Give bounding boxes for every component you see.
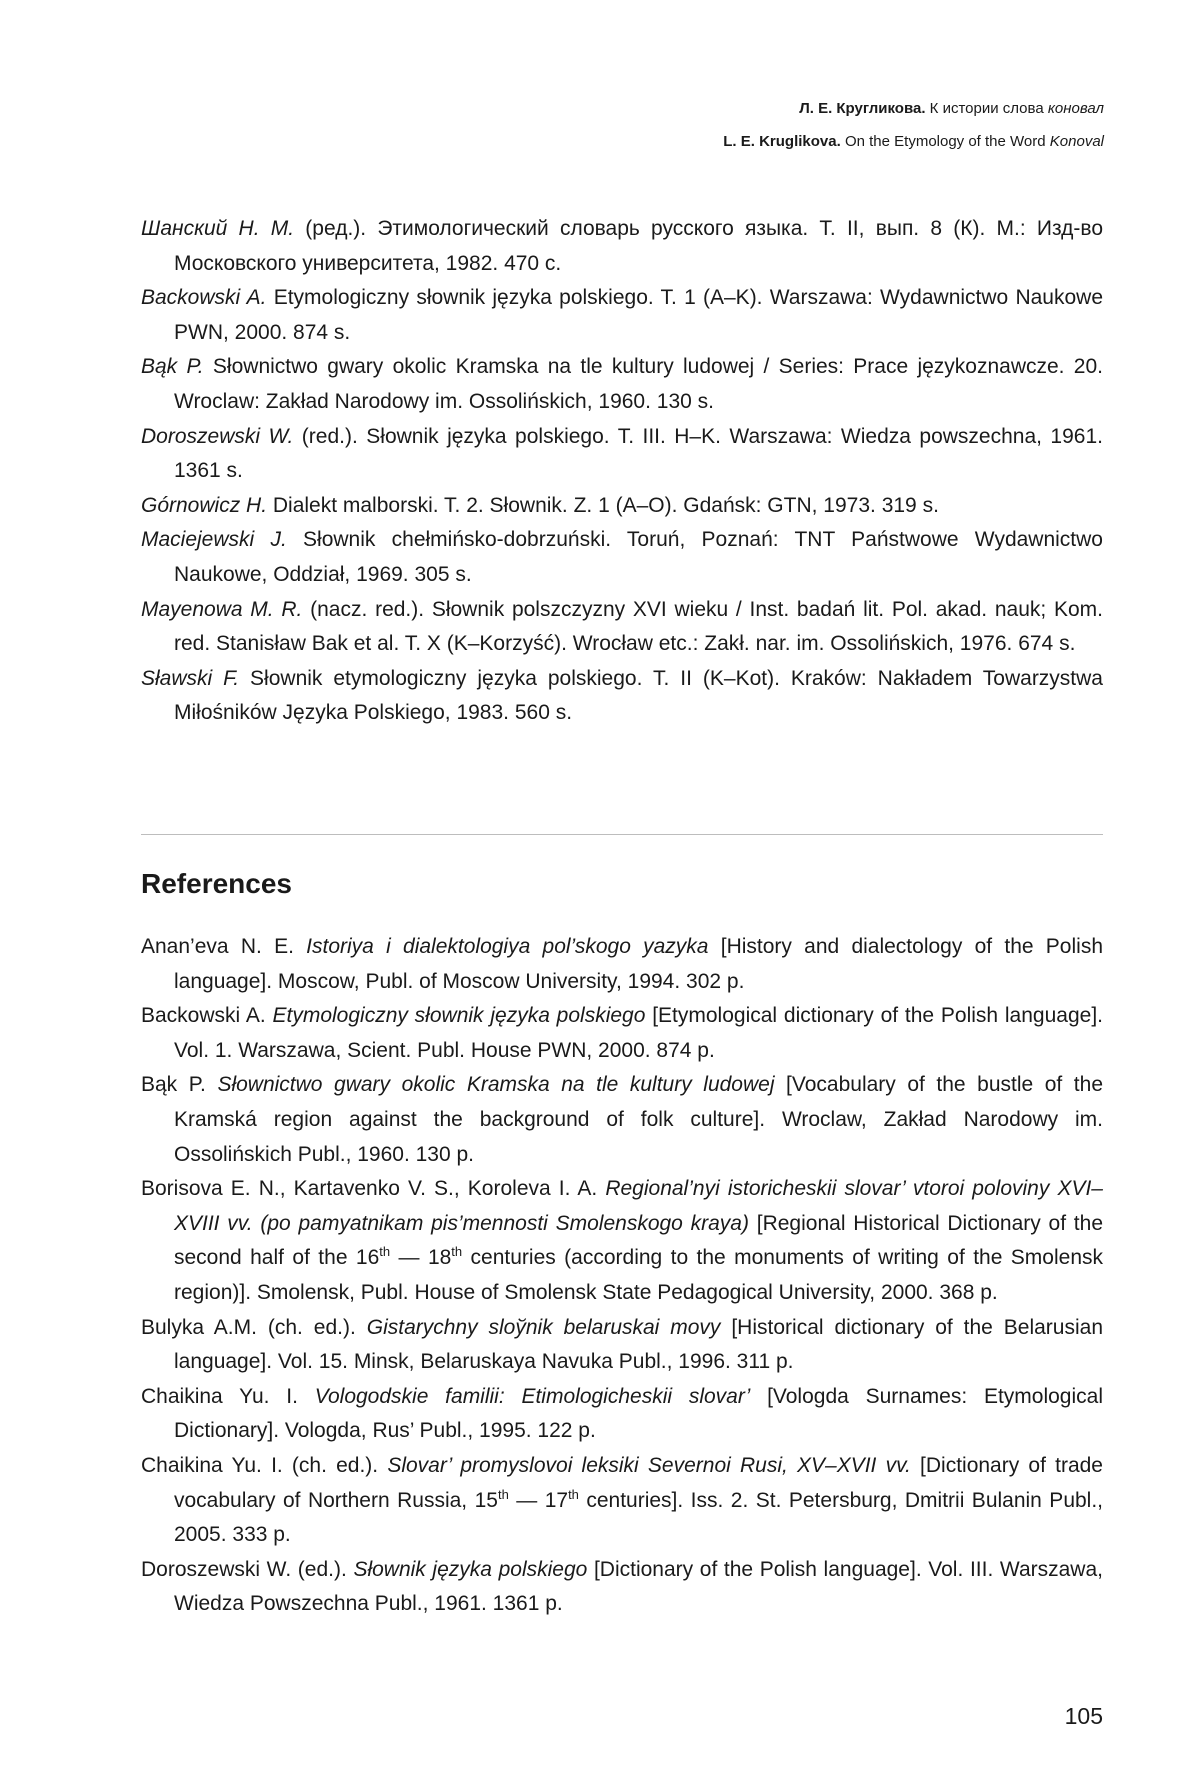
references-heading: References [141, 868, 292, 899]
running-header [723, 92, 1104, 158]
reference-entry: Chaikina Yu. I. (ch. ed.). Slovar’ promyslovoi leksiki Severnoi Rusi, XV–XVII vv. [Dictionary of trade vocabulary of Northern Russia, 15th — 17th centuries]. Iss. 2. St. Petersburg, Dmitrii Bulanin Publ., 2005. 333 p. [141, 1453, 1104, 1547]
reference-entry: Backowski A. Etymologiczny słownik języka polskiego [Etymological dictionary of the Polish language]. Vol. 1. Warszawa, Scient. Publ. House PWN, 2000. 874 p. [141, 1004, 1103, 1062]
section-divider [141, 834, 1103, 835]
reference-entry: Doroszewski W. (ed.). Słownik języka polskiego [Dictionary of the Polish language]. Vol. III. Warszawa, Wiedza Powszechna Publ., 1961. 1361 p. [141, 1557, 1103, 1616]
source-entry: Backowski A. Etymologiczny słownik języka polskiego. T. 1 (A–K). Warszawa: Wydawnictwo Naukowe PWN, 2000. 874 s. [141, 286, 1103, 344]
header-line-english: L. E. Kruglikova. On the Etymology of the Word Konoval [723, 133, 1104, 150]
reference-entry: Anan’eva N. E. Istoriya i dialektologiya pol’skogo yazyka [History and dialectology of the Polish language]. Moscow, Publ. of Moscow University, 1994. 302 p. [141, 935, 1103, 993]
source-entry: Sławski F. Słownik etymologiczny języka polskiego. T. II (K–Kot). Kraków: Nakładem Towarzystwa Miłośników Języka Polskiego, 1983. 560 s. [141, 666, 1103, 725]
references-list [141, 930, 1103, 1622]
source-entry: Mayenowa M. R. (nacz. red.). Słownik polszczyzny XVI wieku / Inst. badań lit. Pol. akad. nauk; Kom. red. Stanisław Bak et al. T. X (K–Korzyść). Wrocław etc.: Zakł. nar. im. Ossolińskich, 1976. 674 s. [141, 597, 1104, 656]
reference-entry: Chaikina Yu. I. Vologodskie familii: Etimologicheskii slovar’ [Vologda Surnames: Etymological Dictionary]. Vologda, Rus’ Publ., 1995. 122 p. [141, 1384, 1103, 1443]
header-line-russian: Л. Е. Кругликова. К истории слова коновал [799, 100, 1104, 117]
reference-entry: Bulyka A.M. (ch. ed.). Gistarychny sloўnik belaruskai movy [Historical dictionary of the Belarusian language]. Vol. 15. Minsk, Belaruskaya Navuka Publ., 1996. 311 p. [141, 1315, 1104, 1374]
reference-entry: Bąk P. Słownictwo gwary okolic Kramska na tle kultury ludowej [Vocabulary of the bustle of the Kramská region against the background of folk culture]. Wroclaw, Zakład Narodowy im. Ossolińskich Publ., 1960. 130 p. [141, 1073, 1103, 1166]
source-entry: Шанский Н. М. (ред.). Этимологический словарь русского языка. Т. II, вып. 8 (К). М.: Изд-во Московского университета, 1982. 470 с. [141, 217, 1103, 275]
source-entry: Górnowicz H. Dialekt malborski. T. 2. Słownik. Z. 1 (A–O). Gdańsk: GTN, 1973. 319 s. [141, 493, 939, 517]
source-entry: Maciejewski J. Słownik chełmińsko-dobrzuński. Toruń, Poznań: TNT Państwowe Wydawnictwo Naukowe, Oddział, 1969. 305 s. [141, 528, 1103, 586]
sources-list [141, 212, 1103, 731]
reference-entry: Borisova E. N., Kartavenko V. S., Koroleva I. A. Regional’nyi istoricheskii slovar’ vtoroi poloviny XVI–XVIII vv. (po pamyatnikam pis’mennosti Smolenskogo kraya) [Regional Historical Dictionary of the second half of the 16th — 18th centuries (according to the monuments of writing of the Smolensk region)]. Smolensk, Publ. House of Smolensk State Pedagogical University, 2000. 368 p. [141, 1177, 1103, 1304]
page-number: 105 [1064, 1703, 1103, 1729]
source-entry: Bąk P. Słownictwo gwary okolic Kramska na tle kultury ludowej / Series: Prace językoznawcze. 20. Wroclaw: Zakład Narodowy im. Ossolińskich, 1960. 130 s. [141, 355, 1104, 413]
source-entry: Doroszewski W. (red.). Słownik języka polskiego. T. III. H–K. Warszawa: Wiedza powszechna, 1961. 1361 s. [141, 424, 1103, 483]
